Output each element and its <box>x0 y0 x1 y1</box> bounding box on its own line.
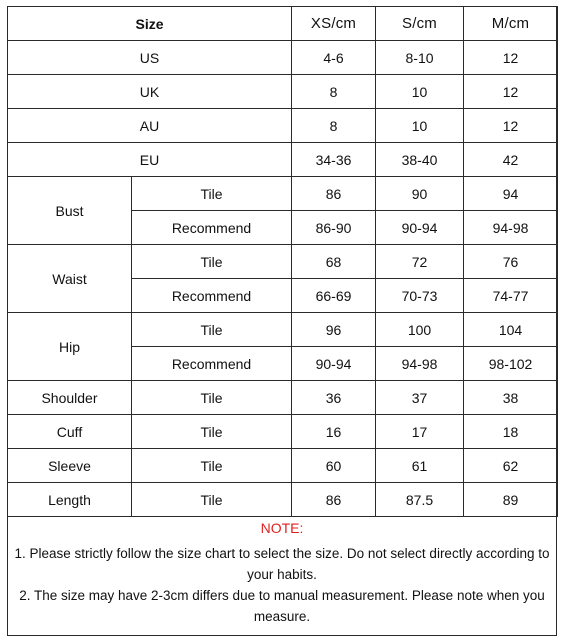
value-cell: 62 <box>464 449 558 483</box>
value-cell: 68 <box>292 245 376 279</box>
value-cell: 100 <box>376 313 464 347</box>
measure-type: Tile <box>132 245 292 279</box>
measure-type: Recommend <box>132 279 292 313</box>
value-cell: 60 <box>292 449 376 483</box>
value-cell: 36 <box>292 381 376 415</box>
value-cell: 94 <box>464 177 558 211</box>
sleeve-row <box>8 449 558 483</box>
value-cell: 76 <box>464 245 558 279</box>
waist-tile-row <box>8 245 558 279</box>
header-row <box>8 7 558 41</box>
notes-section <box>7 512 557 636</box>
region-label: AU <box>8 109 292 143</box>
region-label: US <box>8 41 292 75</box>
cuff-row <box>8 415 558 449</box>
value-cell: 96 <box>292 313 376 347</box>
measure-type: Tile <box>132 313 292 347</box>
value-cell: 70-73 <box>376 279 464 313</box>
value-cell: 90 <box>376 177 464 211</box>
value-cell: 38 <box>464 381 558 415</box>
note-line-1: 1. Please strictly follow the size chart to select the size. Do not select directly according to your habits. <box>14 546 550 582</box>
value-cell: 8 <box>292 109 376 143</box>
note-line-2: 2. The size may have 2-3cm differs due to manual measurement. Please note when you measure. <box>19 588 545 624</box>
value-cell: 90-94 <box>376 211 464 245</box>
measurement-label-shoulder: Shoulder <box>8 381 132 415</box>
note-title: NOTE: <box>260 520 304 536</box>
measurement-label-length: Length <box>8 483 132 517</box>
measure-type: Tile <box>132 483 292 517</box>
value-cell: 104 <box>464 313 558 347</box>
value-cell: 10 <box>376 75 464 109</box>
value-cell: 94-98 <box>376 347 464 381</box>
value-cell: 12 <box>464 109 558 143</box>
value-cell: 94-98 <box>464 211 558 245</box>
measure-type: Tile <box>132 449 292 483</box>
col-header-xs: XS/cm <box>292 7 376 41</box>
hip-tile-row <box>8 313 558 347</box>
measure-type: Recommend <box>132 347 292 381</box>
value-cell: 90-94 <box>292 347 376 381</box>
value-cell: 37 <box>376 381 464 415</box>
value-cell: 12 <box>464 75 558 109</box>
value-cell: 61 <box>376 449 464 483</box>
value-cell: 34-36 <box>292 143 376 177</box>
region-label: UK <box>8 75 292 109</box>
bust-tile-row <box>8 177 558 211</box>
size-chart-table <box>7 6 558 517</box>
value-cell: 8-10 <box>376 41 464 75</box>
value-cell: 87.5 <box>376 483 464 517</box>
measurement-label-sleeve: Sleeve <box>8 449 132 483</box>
measure-type: Tile <box>132 415 292 449</box>
value-cell: 86-90 <box>292 211 376 245</box>
value-cell: 18 <box>464 415 558 449</box>
value-cell: 74-77 <box>464 279 558 313</box>
region-row-uk <box>8 75 558 109</box>
value-cell: 42 <box>464 143 558 177</box>
value-cell: 10 <box>376 109 464 143</box>
col-header-m: M/cm <box>464 7 558 41</box>
measure-type: Recommend <box>132 211 292 245</box>
value-cell: 66-69 <box>292 279 376 313</box>
region-row-us <box>8 41 558 75</box>
measure-type: Tile <box>132 381 292 415</box>
value-cell: 38-40 <box>376 143 464 177</box>
measure-type: Tile <box>132 177 292 211</box>
value-cell: 86 <box>292 483 376 517</box>
value-cell: 89 <box>464 483 558 517</box>
col-header-s: S/cm <box>376 7 464 41</box>
region-row-eu <box>8 143 558 177</box>
value-cell: 98-102 <box>464 347 558 381</box>
shoulder-row <box>8 381 558 415</box>
value-cell: 86 <box>292 177 376 211</box>
value-cell: 12 <box>464 41 558 75</box>
value-cell: 8 <box>292 75 376 109</box>
region-label: EU <box>8 143 292 177</box>
value-cell: 17 <box>376 415 464 449</box>
value-cell: 16 <box>292 415 376 449</box>
size-header: Size <box>8 7 292 41</box>
value-cell: 4-6 <box>292 41 376 75</box>
region-row-au <box>8 109 558 143</box>
value-cell: 72 <box>376 245 464 279</box>
measurement-label-cuff: Cuff <box>8 415 132 449</box>
measurement-label-bust: Bust <box>8 177 132 245</box>
measurement-label-hip: Hip <box>8 313 132 381</box>
measurement-label-waist: Waist <box>8 245 132 313</box>
